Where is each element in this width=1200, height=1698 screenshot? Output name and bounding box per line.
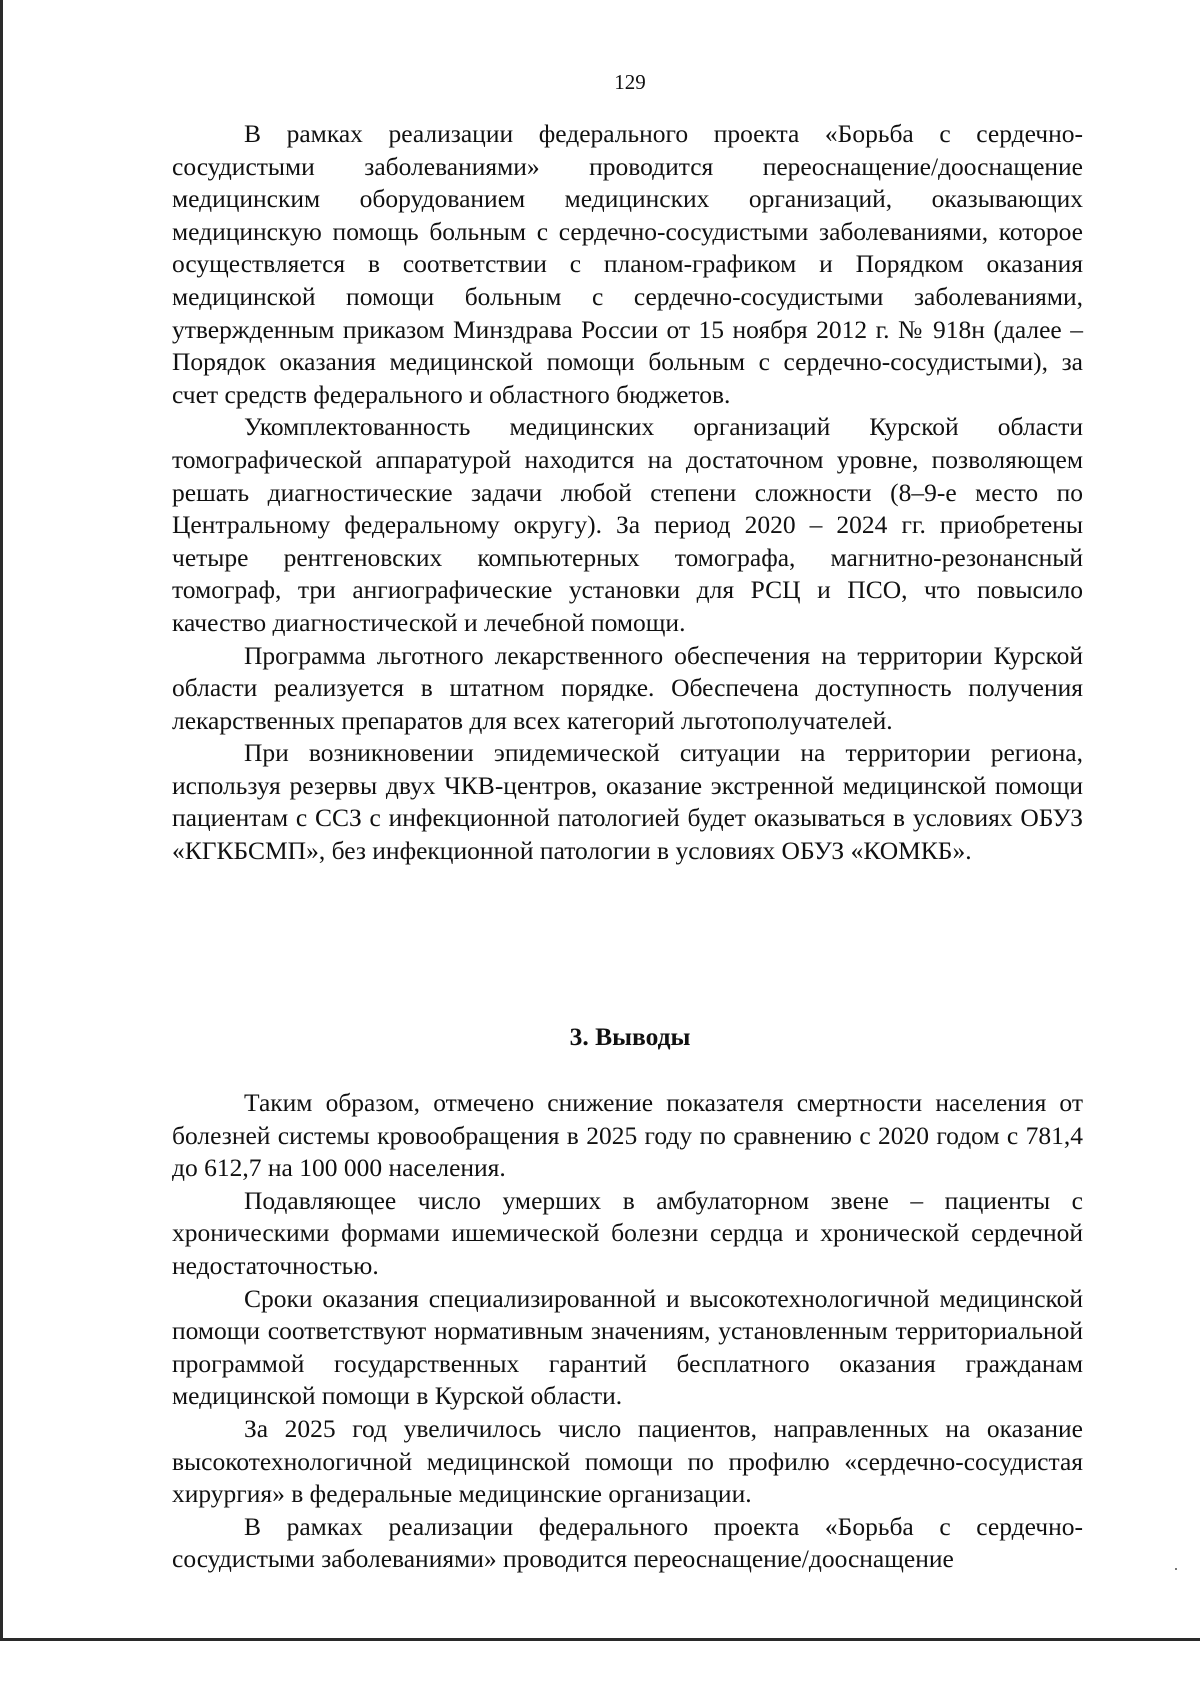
- scan-speck: [1175, 1568, 1177, 1570]
- paragraph: При возникновении эпидемической ситуации на территории региона, используя резервы двух ЧКВ-центров, оказание экстренной медицинской помощи пациентам с ССЗ с инфекционной патологией будет оказываться в условиях ОБУЗ «КГКБСМП», без инфекционной патологии в условиях ОБУЗ «КОМКБ».: [172, 738, 1083, 866]
- scan-edge-bottom: [0, 1638, 1200, 1641]
- body-text-bottom: [172, 1087, 1083, 1576]
- paragraph: В рамках реализации федерального проекта «Борьба с сердечно-сосудистыми заболеваниями» проводится переоснащение/дооснащение: [172, 1511, 1083, 1574]
- paragraph: Сроки оказания специализированной и высокотехнологичной медицинской помощи соответствуют нормативным значениям, установленным территориальной программой государственных гарантий бесплатного оказания гражданам медицинской помощи в Курской области.: [172, 1283, 1083, 1411]
- body-text-top: [172, 118, 1083, 868]
- paragraph: Программа льготного лекарственного обеспечения на территории Курской области реализуется в штатном порядке. Обеспечена доступность получения лекарственных препаратов для всех категорий льготополучателей.: [172, 640, 1083, 735]
- paragraph: Подавляющее число умерших в амбулаторном звене – пациенты с хроническими формами ишемической болезни сердца и хронической сердечной недостаточностью.: [172, 1185, 1083, 1280]
- page-number: 129: [614, 70, 646, 94]
- paragraph: В рамках реализации федерального проекта «Борьба с сердечно-сосудистыми заболеваниями» проводится переоснащение/дооснащение медицинским оборудованием медицинских организаций, оказывающих медицинскую помощь больным с сердечно-сосудистыми заболеваниями, которое осуществляется в соответствии с планом-графиком и Порядком оказания медицинской помощи больным с сердечно-сосудистыми заболеваниями, утвержденным приказом Минздрава России от 15 ноября 2012 г. № 918н (далее – Порядок оказания медицинской помощи больным с сердечно-сосудистыми), за счет средств федерального и областного бюджетов.: [172, 119, 1083, 409]
- paragraph: Таким образом, отмечено снижение показателя смертности населения от болезней системы кровообращения в 2025 году по сравнению с 2020 годом с 781,4 до 612,7 на 100 000 населения.: [172, 1088, 1083, 1183]
- paragraph: За 2025 год увеличилось число пациентов, направленных на оказание высокотехнологичной медицинской помощи по профилю «сердечно-сосудистая хирургия» в федеральные медицинские организации.: [172, 1413, 1083, 1509]
- scan-edge-left: [0, 0, 3, 1640]
- paragraph: Укомплектованность медицинских организаций Курской области томографической аппаратурой находится на достаточном уровне, позволяющем решать диагностические задачи любой степени сложности (8–9-е место по Центральному федеральному округу). За период 2020 – 2024 гг. приобретены четыре рентгеновских компьютерных томографа, магнитно-резонансный томограф, три ангиографические установки для РСЦ и ПСО, что повысило качество диагностической и лечебной помощи.: [172, 412, 1083, 637]
- section-heading: 3. Выводы: [569, 1022, 691, 1051]
